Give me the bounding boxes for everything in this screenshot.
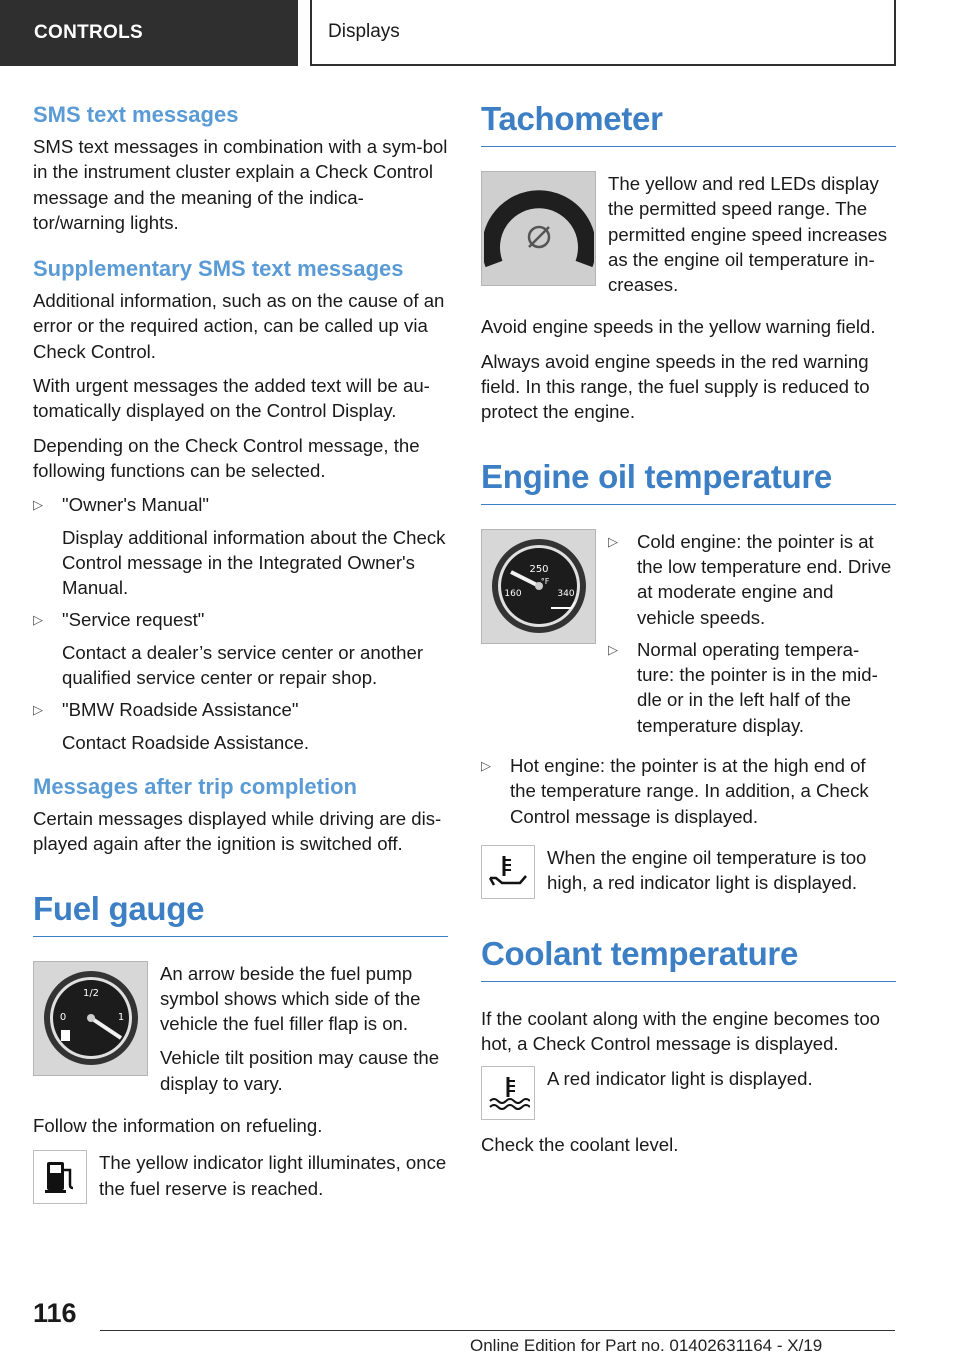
oil-gauge-unit-label: °F [540,577,549,587]
coolant-temperature-warning-icon [481,1066,535,1120]
trip-completion-heading: Messages after trip completion [33,773,357,799]
fuel-gauge-heading: Fuel gauge [33,890,448,937]
triangle-bullet-icon: ▷ [33,612,43,628]
supplementary-paragraph-2: With urgent messages the added text will be au-tomatically displayed on the Control Display. [33,375,430,422]
tachometer-paragraph-2: Avoid engine speeds in the yellow warning field. [481,316,876,338]
oil-gauge-low-label: 160 [503,589,522,600]
triangle-bullet-icon: ▷ [33,702,43,718]
supplementary-heading: Supplementary SMS text messages [33,256,404,282]
fuel-indicator-text: The yellow indicator light illuminates, once the fuel reserve is reached. [99,1152,447,1199]
oil-gauge-figure-row [481,529,896,745]
triangle-bullet-icon: ▷ [481,758,491,774]
right-column [481,100,896,1166]
chapter-tab [310,0,896,66]
sms-heading: SMS text messages [33,102,239,127]
tachometer-heading: Tachometer [481,100,896,147]
sms-paragraph: SMS text messages in combination with a sym-bol in the instrument cluster explain a Check Control message and the meaning of the indica-tor/warning lights. [33,136,448,233]
bullet-text: Cold engine: the pointer is at the low temperature end. Drive at moderate engine and vehicle speeds. [637,530,892,628]
triangle-bullet-icon: ▷ [33,497,43,513]
list-item [608,529,896,630]
chapter-title: Displays [328,21,400,42]
supplementary-paragraph-1: Additional information, such as on the cause of an error or the required action, can be called up via Check Control. [33,290,445,362]
triangle-bullet-icon: ▷ [608,641,618,657]
oil-indicator-text: When the engine oil temperature is too high, a red indicator light is displayed. [547,846,867,894]
oil-gauge-mid-label: 250 [528,564,549,576]
bullet-label: "Owner's Manual" [62,494,209,516]
list-item [33,492,448,600]
oil-temperature-gauge-image [481,529,596,644]
fuel-gauge-empty-label: 0 [59,1012,66,1024]
tachometer-image [481,171,596,286]
tachometer-paragraph-1: The yellow and red LEDs display the permitted speed range. The permitted engine speed increases as the engine oil temperature in-creases. [608,173,888,296]
left-column [33,100,448,1216]
fuel-gauge-figure-row [33,961,448,1105]
fuel-pump-icon [33,1150,87,1204]
tachometer-figure-row [481,171,896,306]
supplementary-paragraph-3: Depending on the Check Control message, the following functions can be selected. [33,434,420,481]
bullet-text: Contact Roadside Assistance. [62,731,310,753]
engine-oil-heading: Engine oil temperature [481,458,896,505]
fuel-paragraph-3: Follow the information on refueling. [33,1115,323,1137]
fuel-paragraph-1: An arrow beside the fuel pump symbol shows which side of the vehicle the fuel filler flap is on. [160,962,421,1035]
bullet-label: "BMW Roadside Assistance" [62,699,299,721]
fuel-gauge-half-label: 1/2 [82,988,99,1000]
list-item [33,607,448,690]
coolant-paragraph-1: If the coolant along with the engine becomes too hot, a Check Control message is displayed. [481,1007,881,1055]
section-tab [0,0,298,66]
bullet-text: Display additional information about the Check Control message in the Integrated Owner's Manual. [62,526,446,599]
bullet-text: Hot engine: the pointer is at the high end of the temperature range. In addition, a Check Control message is displayed. [510,755,869,827]
coolant-indicator-row [481,1066,896,1120]
oil-gauge-high-label: 340 [556,589,575,600]
list-item [481,753,896,829]
fuel-paragraph-2: Vehicle tilt position may cause the display to vary. [160,1047,440,1094]
edition-text: Online Edition for Part no. 01402631164 - X/19 [470,1336,823,1355]
oil-indicator-row [481,845,896,899]
tachometer-paragraph-3: Always avoid engine speeds in the red warning field. In this range, the fuel supply is reduced to protect the engine. [481,350,870,423]
trip-completion-paragraph: Certain messages displayed while driving are dis-played again after the ignition is switched off. [33,807,442,855]
list-item [33,697,448,755]
list-item [608,637,896,738]
bullet-text: Contact a dealer’s service center or another qualified service center or repair shop. [62,641,424,689]
triangle-bullet-icon: ▷ [608,533,618,549]
bullet-text: Normal operating tempera-ture: the pointer is in the mid-dle or in the left half of the temperature display. [637,638,878,736]
bullet-label: "Service request" [62,609,205,631]
oil-temperature-warning-icon [481,845,535,899]
fuel-gauge-full-label: 1 [117,1012,124,1024]
fuel-gauge-image [33,961,148,1076]
coolant-heading: Coolant temperature [481,935,896,982]
section-title: CONTROLS [34,22,144,43]
coolant-indicator-text: A red indicator light is displayed. [547,1067,813,1089]
fuel-indicator-row [33,1150,448,1204]
footer-divider [100,1330,895,1331]
coolant-paragraph-2: Check the coolant level. [481,1133,679,1155]
page-number: 116 [33,1298,77,1328]
